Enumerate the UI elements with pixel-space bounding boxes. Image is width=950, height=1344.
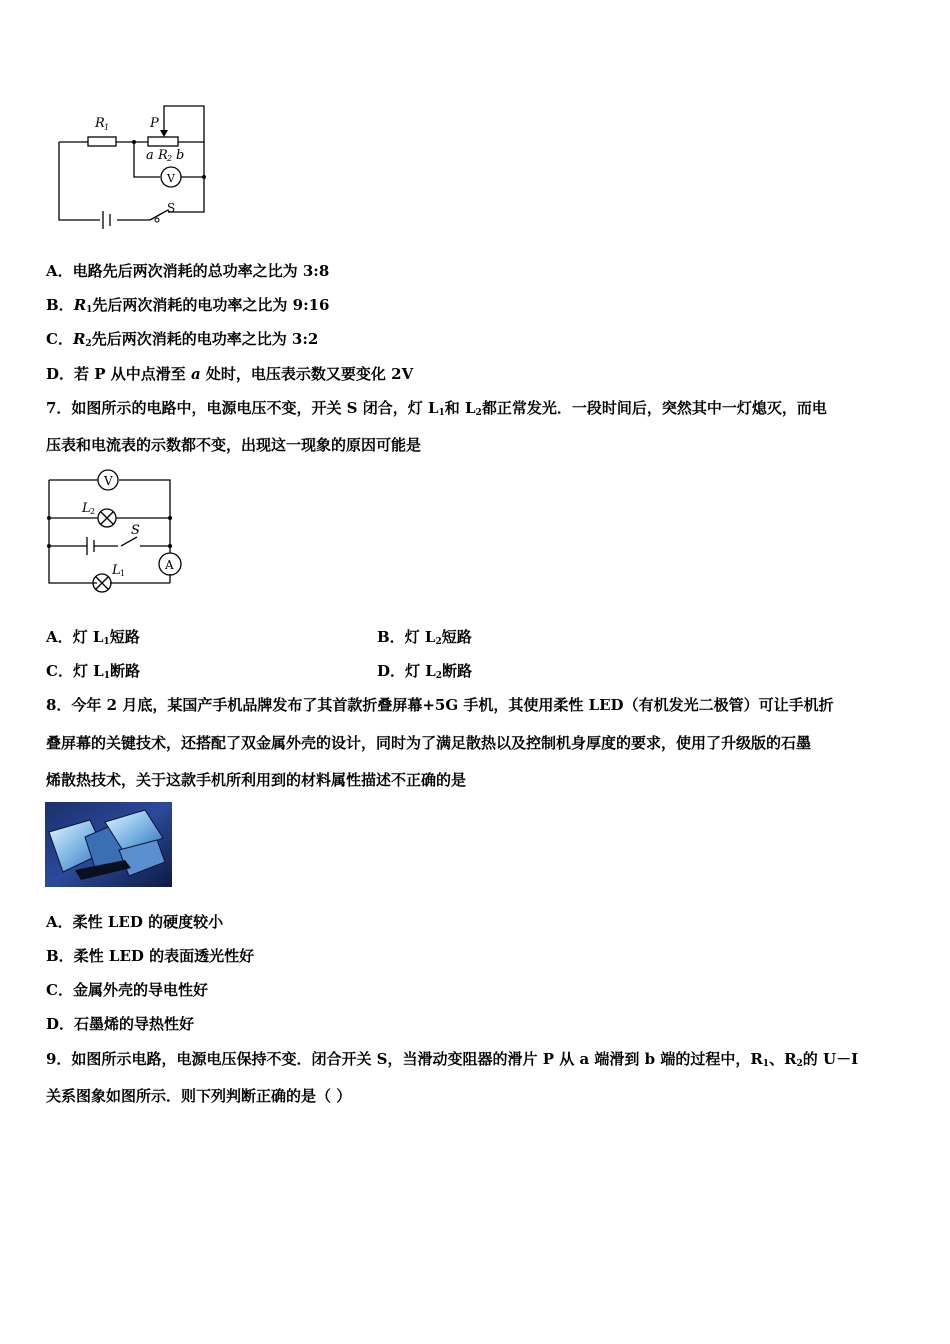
svg-text:2 <box>90 507 95 516</box>
foldable-phone-image <box>45 802 172 887</box>
svg-text:1 <box>120 569 125 578</box>
q8-option-b: B．柔性 LED 的表面透光性好 <box>46 947 255 965</box>
circuit2-ammeter-label: A <box>165 558 174 572</box>
circuit1-label-a: a <box>146 148 154 163</box>
circuit1-label-b: b <box>176 148 185 163</box>
svg-text:V <box>166 172 176 185</box>
svg-text:2 <box>166 154 172 163</box>
q8-stem-line1: 8．今年 2 月底，某国产手机品牌发布了其首款折叠屏幕+5G 手机，其使用柔性 LED（有机发光二极管）可让手机折 <box>46 696 834 714</box>
circuit1-label-p: P <box>150 116 159 131</box>
svg-text:1 <box>104 123 109 132</box>
svg-text:S <box>131 523 140 538</box>
circuit1-label-r2: R <box>158 148 168 163</box>
q7-option-c: C．灯 $L_1$断路 <box>46 662 140 681</box>
q6-option-b: B．$R_1$先后两次消耗的电功率之比为 9:16 <box>46 296 330 315</box>
circuit-diagram-2 <box>0 460 950 600</box>
q8-stem-line2: 叠屏幕的关键技术，还搭配了双金属外壳的设计，同时为了满足散热以及控制机身厚度的要求，使用了升级版的石墨 <box>46 734 812 752</box>
circuit2-label-l1: L <box>112 563 121 578</box>
circuit1-label-r1-sub: 1 <box>104 123 110 132</box>
circuit2-label-l2: L <box>82 501 91 516</box>
svg-text:P <box>149 116 159 131</box>
circuit2-voltmeter-label: V <box>104 474 113 488</box>
circuit1-switch-label: S <box>167 201 176 215</box>
circuit2-label-l1-sub: 1 <box>120 569 126 578</box>
circuit1-label-r2-sub: 2 <box>167 154 173 163</box>
circuit2-label-l2-sub: 2 <box>90 507 96 516</box>
svg-text:b <box>176 148 184 163</box>
q9-stem-line1: 9．如图所示电路，电源电压保持不变．闭合开关 S，当滑动变阻器的滑片 P 从 a 端滑到 b 端的过程中，$R_1$、$R_2$的 U－I <box>46 1050 859 1069</box>
q9-stem-line2: 关系图象如图所示．则下列判断正确的是（ ） <box>46 1087 352 1105</box>
q7-stem-line2: 压表和电流表的示数都不变，出现这一现象的原因可能是 <box>46 436 422 454</box>
circuit1-label-r1: R <box>95 116 105 131</box>
q7-stem-line1: 7．如图所示的电路中，电源电压不变，开关 S 闭合，灯 $L_1$和 $L_2$都正常发光．一段时间后，突然其中一灯熄灭，而电 <box>46 399 827 418</box>
q8-stem-line3: 烯散热技术，关于这款手机所利用到的材料属性描述不正确的是 <box>46 771 467 789</box>
q8-option-c: C．金属外壳的导电性好 <box>46 981 208 999</box>
svg-text:S <box>167 201 175 215</box>
q6-option-c: C．$R_2$先后两次消耗的电功率之比为 3:2 <box>46 330 319 349</box>
q7-option-d: D．灯 $L_2$断路 <box>377 662 473 681</box>
q6-option-d: D．若 P 从中点滑至 a 处时，电压表示数又要变化 2V <box>46 365 414 383</box>
circuit1-voltmeter-label: V <box>167 172 175 185</box>
q7-option-a: A．灯 $L_1$短路 <box>46 628 140 647</box>
circuit-diagram-1 <box>0 0 950 240</box>
svg-text:A <box>164 558 174 572</box>
svg-text:a <box>146 148 154 163</box>
q8-option-a: A．柔性 LED 的硬度较小 <box>46 913 224 931</box>
circuit2-label-s: S <box>131 523 140 538</box>
q8-option-d: D．石墨烯的导热性好 <box>46 1015 195 1033</box>
svg-text:V <box>103 474 113 488</box>
q6-option-a: A．电路先后两次消耗的总功率之比为 3:8 <box>46 262 330 280</box>
q7-option-b: B．灯 $L_2$短路 <box>377 628 472 647</box>
